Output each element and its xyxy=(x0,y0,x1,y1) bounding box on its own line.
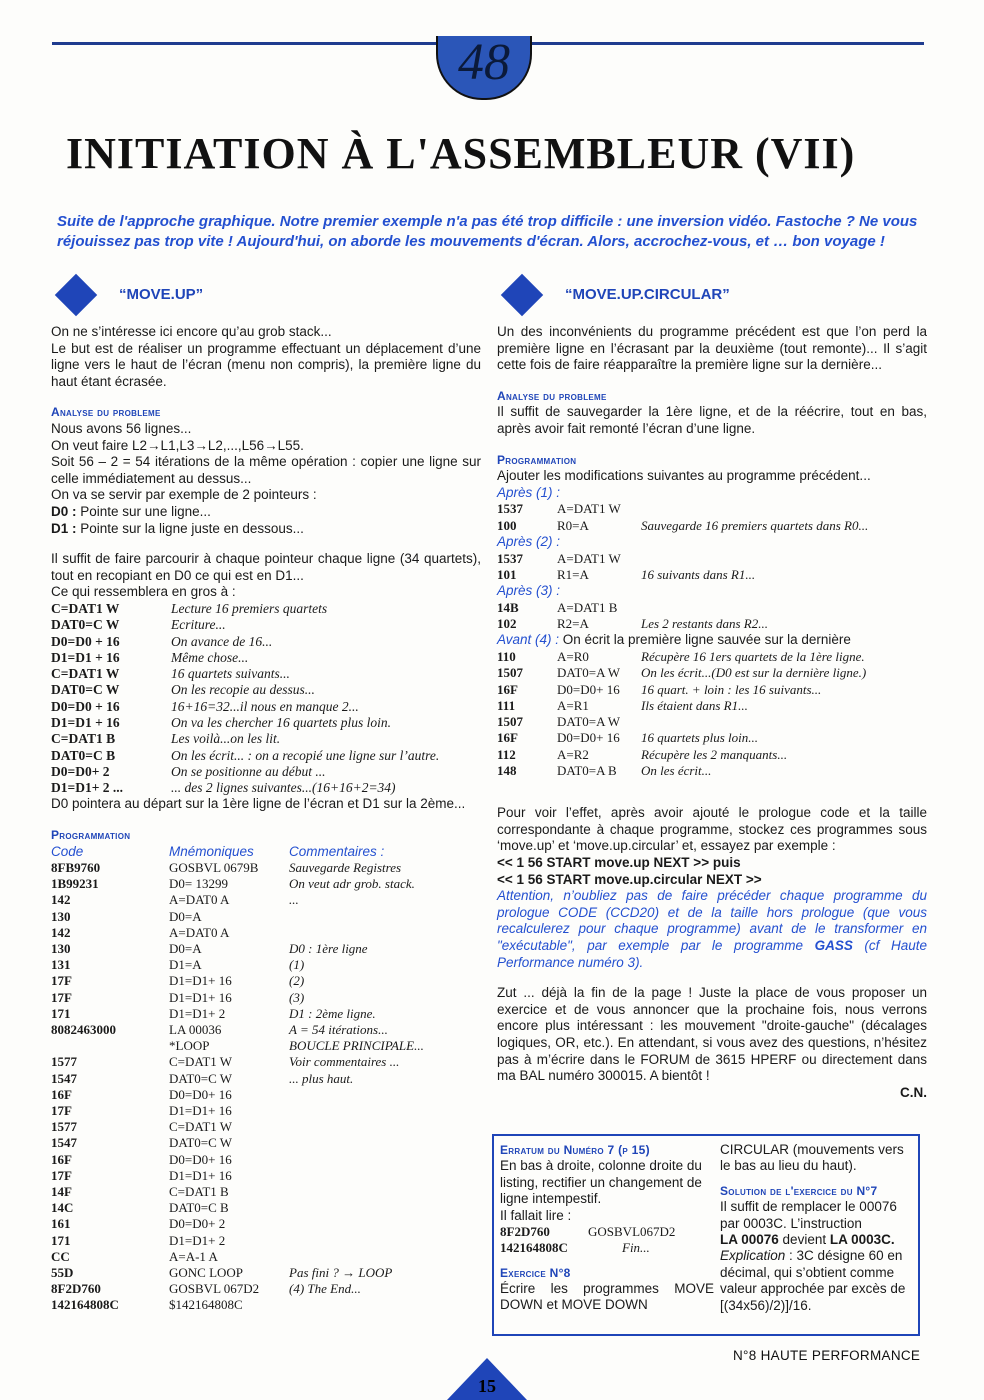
mnemonic-cell: D1=A xyxy=(169,957,202,973)
comment-cell: 16 suivants dans R1... xyxy=(641,566,756,582)
erratum-code xyxy=(500,1224,714,1257)
command-example: << 1 56 START move.up.circular NEXT >> xyxy=(497,871,762,887)
insert-label-before4 xyxy=(497,632,927,649)
subheading: Programmation xyxy=(497,452,577,467)
code-cell: 16F xyxy=(51,1151,72,1167)
table-row xyxy=(497,600,927,616)
pointer-d1 xyxy=(51,521,481,538)
code-cell: 17F xyxy=(51,973,72,989)
table-row xyxy=(497,730,927,746)
code-cell: 17F xyxy=(51,1167,72,1183)
paragraph xyxy=(720,1248,912,1314)
paragraph: On va se servir par exemple de 2 pointeurs : xyxy=(51,487,317,503)
code-cell: 142164808C xyxy=(51,1297,119,1313)
table-row xyxy=(51,1281,481,1297)
mnemonic-cell: R0=A xyxy=(557,517,589,533)
section-header-move-up-circular xyxy=(497,280,927,310)
code-cell xyxy=(51,1038,169,1054)
comment: Lecture 16 premiers quartets xyxy=(171,600,328,616)
instruction: D1=D1+ 2 ... xyxy=(51,780,124,796)
program-name: GASS xyxy=(814,938,853,954)
pseudo-row xyxy=(51,731,481,747)
comment-cell: On les écrit... xyxy=(641,762,712,778)
subheading: Programmation xyxy=(51,828,131,843)
table-row xyxy=(51,1168,481,1184)
attention-note xyxy=(497,888,927,971)
table-row xyxy=(51,1152,481,1168)
paragraph xyxy=(720,1232,912,1248)
code-cell: 1547 xyxy=(51,1135,77,1151)
text: Attention, n’oubliez pas de faire précéder chaque programme du prologue CODE (CCD20) et de la taille hors prologue (que vous recalculerez pour chaque programme) avant de le transformer en "exécutable", par exemple par le programme xyxy=(497,888,927,954)
code-cell: 110 xyxy=(497,648,516,664)
comment-cell: 16 quartets plus loin... xyxy=(641,730,759,746)
mnemonic-cell: DAT0=C W xyxy=(169,1135,233,1151)
table-row xyxy=(51,941,481,957)
table-row xyxy=(51,876,481,892)
code-cell: 171 xyxy=(51,1005,71,1021)
comment: 16+16=32...il nous en manque 2... xyxy=(171,698,359,714)
label: D1 : xyxy=(51,520,77,536)
table-row xyxy=(497,518,927,534)
code-cell: 101 xyxy=(497,566,517,582)
comment-cell: (3) xyxy=(289,989,305,1005)
table-row xyxy=(51,860,481,876)
mnemonic-cell: GOSBVL067D2 xyxy=(588,1224,676,1240)
code-cell: 16F xyxy=(51,1086,72,1102)
paragraph: Soit 56 – 2 = 54 itérations de la même opération : copier une ligne sur celle immédiatement au dessus... xyxy=(51,454,481,486)
comment-cell: Récupère 16 1ers quartets de la 1ère ligne. xyxy=(641,648,865,664)
comment: On se positionne au début ... xyxy=(171,763,326,779)
mnemonic-cell: C=DAT1 B xyxy=(169,1184,229,1200)
mnemonic-cell: D1=D1+ 16 xyxy=(169,1103,232,1118)
erratum-box xyxy=(492,1134,920,1336)
mnemonic-cell: A=DAT1 B xyxy=(557,599,618,615)
table-row xyxy=(51,957,481,973)
paragraph: En bas à droite, colonne droite du listing, rectifier un changement de ligne intempestif. xyxy=(500,1158,702,1207)
table-row xyxy=(497,501,927,517)
table-row xyxy=(497,616,927,632)
instruction: C=DAT1 W xyxy=(51,666,120,682)
comment-cell: Sauvegarde Registres xyxy=(289,859,402,875)
comment: Même chose... xyxy=(171,649,249,665)
insert-label: Après (1) : xyxy=(497,484,561,500)
diamond-icon xyxy=(501,274,543,316)
paragraph: Ce qui ressemblera en gros à : xyxy=(51,584,236,600)
table-row xyxy=(51,1119,481,1135)
table-row xyxy=(51,1297,481,1313)
mnemonic-cell: D0=D0+ 16 xyxy=(557,730,620,746)
code-cell: 111 xyxy=(497,697,516,713)
pseudo-row xyxy=(51,780,481,796)
comment-cell: (4) The End... xyxy=(289,1281,361,1297)
author-signature: C.N. xyxy=(900,1084,927,1100)
code-cell: 131 xyxy=(51,957,71,973)
code-cell: 130 xyxy=(51,908,71,924)
mnemonic-cell: D0=A xyxy=(169,908,202,924)
pseudo-row xyxy=(51,650,481,666)
comment-cell: Sauvegarde 16 premiers quartets dans R0... xyxy=(641,517,869,533)
pseudo-row xyxy=(51,666,481,682)
text: Pointe sur une ligne... xyxy=(76,503,211,519)
text: (cf Haute Performance numéro 3). xyxy=(497,938,928,970)
table-row xyxy=(51,1265,481,1281)
pseudo-row xyxy=(51,601,481,617)
instruction: D1=D1 + 16 xyxy=(51,714,120,730)
table-row xyxy=(51,1071,481,1087)
mnemonic-cell: R1=A xyxy=(557,566,589,582)
table-row xyxy=(497,665,927,681)
table-row xyxy=(51,1200,481,1216)
table-row xyxy=(51,1135,481,1151)
mnemonic-cell: D0=D0+ 16 xyxy=(169,1151,232,1167)
instruction: LA 0003C. xyxy=(829,1232,895,1248)
mnemonic-cell: D1=D1+ 16 xyxy=(169,1167,232,1183)
right-column xyxy=(497,280,927,1101)
section-header-move-up xyxy=(51,280,481,310)
comment-cell: Voir commentaires ... xyxy=(289,1054,400,1070)
code-cell: 8F2D760 xyxy=(51,1281,101,1297)
code-cell: 8FB9760 xyxy=(51,859,101,875)
code-cell: 1507 xyxy=(497,665,523,681)
text: On écrit la première ligne sauvée sur la dernière xyxy=(559,632,851,648)
mnemonic-cell: A=DAT0 A xyxy=(169,924,230,940)
table-row xyxy=(497,747,927,763)
instruction: DAT0=C B xyxy=(51,747,116,763)
code-cell: 161 xyxy=(51,1216,71,1232)
table-row xyxy=(51,990,481,1006)
code-cell: 8082463000 xyxy=(51,1021,116,1037)
label: D0 : xyxy=(51,503,77,519)
comment-cell: Les 2 restants dans R2... xyxy=(641,616,768,632)
code-cell: CC xyxy=(51,1248,70,1264)
table-row xyxy=(51,1184,481,1200)
table-row xyxy=(500,1240,714,1256)
comment-cell: ... plus haut. xyxy=(289,1070,354,1086)
column-header-comments: Commentaires : xyxy=(289,843,385,859)
code-cell: 14F xyxy=(51,1184,72,1200)
table-row xyxy=(51,973,481,989)
code-cell: 148 xyxy=(497,762,517,778)
table-row xyxy=(497,763,927,779)
paragraph: Il suffit de faire parcourir à chaque pointeur chaque ligne (34 quartets), tout en recopiant en D0 ce qui est en D1... xyxy=(51,551,481,583)
table-row xyxy=(51,909,481,925)
mnemonic-cell: DAT0=C B xyxy=(169,1200,229,1216)
solution-title: Solution de l'exercice du N°7 xyxy=(720,1183,878,1198)
code-cell: 100 xyxy=(497,517,517,533)
mnemonic-cell: A=R0 xyxy=(557,648,589,664)
table-row xyxy=(51,1022,481,1038)
code-cell: 171 xyxy=(51,1232,71,1248)
mnemonic-cell: $142164808C xyxy=(169,1297,243,1313)
comment: On avance de 16... xyxy=(171,633,273,649)
table-row xyxy=(51,1038,481,1054)
subheading: Analyse du probleme xyxy=(51,405,161,420)
comment-cell: 16 quart. + loin : les 16 suivants... xyxy=(641,681,822,697)
comment-cell: (1) xyxy=(289,957,305,973)
paragraph: Il suffit de sauvegarder la 1ère ligne, et de la réécrire, tout en bas, après avoir fait remonté l’écran d’une ligne. xyxy=(497,404,927,436)
code-cell: 16F xyxy=(497,681,518,697)
comment-cell: ... xyxy=(289,892,299,908)
code-cell: 17F xyxy=(51,1103,72,1118)
code-cell: 142164808C xyxy=(500,1240,568,1256)
comment: On les écrit... : on a recopié une ligne sur l’autre. xyxy=(171,747,440,763)
table-row xyxy=(497,714,927,730)
mnemonic-cell: D0= 13299 xyxy=(169,876,228,892)
code-cell: 112 xyxy=(497,746,516,762)
paragraph: D0 pointera au départ sur la 1ère ligne de l’écran et D1 sur la 2ème... xyxy=(51,796,466,812)
code-cell: 1577 xyxy=(51,1119,77,1135)
mnemonic-cell: A=R1 xyxy=(557,697,589,713)
mnemonic-cell: A=DAT1 W xyxy=(557,550,621,566)
text: : 3C désigne 60 en décimal, qui s’obtient comme valeur approchée par excès de [(34x56)/2)]/16. xyxy=(720,1248,906,1313)
instruction: D1=D1 + 16 xyxy=(51,649,120,665)
text: Pointe sur la ligne juste en dessous... xyxy=(76,520,304,536)
mnemonic-cell: Fin... xyxy=(622,1240,650,1256)
table-row xyxy=(497,698,927,714)
insert-label: Après (2) : xyxy=(497,533,561,549)
footer-magazine: N°8 HAUTE PERFORMANCE xyxy=(733,1348,921,1363)
mnemonic-cell: GONC LOOP xyxy=(169,1265,244,1281)
code-cell: 1537 xyxy=(497,501,523,517)
erratum-title: Erratum du Numéro 7 (p 15) xyxy=(500,1143,650,1157)
table-row xyxy=(51,1103,481,1119)
pseudo-row xyxy=(51,682,481,698)
intro-paragraph: Suite de l'approche graphique. Notre premier exemple n'a pas été trop difficile : une inversion vidéo. Fastoche ? Ne vous réjouissez pas trop vite ! Aujourd'hui, on aborde les mouvements d'écran. Alors, accrochez-vous, et … bon voyage ! xyxy=(57,213,918,250)
pseudo-row xyxy=(51,748,481,764)
mnemonic-cell: D1=D1+ 16 xyxy=(169,973,232,989)
pseudocode-block xyxy=(51,601,481,797)
comment-cell: On veut adr grob. stack. xyxy=(289,876,415,892)
box-left xyxy=(500,1142,720,1328)
paragraph: Un des inconvénients du programme précédent est que l’on perd la première ligne en l’écrasant par la deuxième (tout remonte)... Il s’agit cette fois de faire réapparaître la première ligne sur la dernière... xyxy=(497,324,927,373)
table-row xyxy=(51,1087,481,1103)
paragraph: Zut ... déjà la fin de la page ! Juste la place de vous proposer un exercice et de vous annoncer que la prochaine fois, nous verrons encore plus intéressant : les mouvement "droite-gauche" (décalages logiques, OR, etc.). En attendant, si vous avez des questions, n’hésitez pas à m’écrire dans le FORUM de 3615 HPERF ou directement dans ma BAL numéro 300015. A bientôt ! xyxy=(497,985,927,1084)
table-row xyxy=(51,1233,481,1249)
table-row xyxy=(51,1216,481,1232)
table-row xyxy=(51,892,481,908)
insert-label: Après (3) : xyxy=(497,583,561,599)
mnemonic-cell: D1=D1+ 2 xyxy=(169,1005,226,1021)
code-cell: 1537 xyxy=(497,550,523,566)
table-row xyxy=(497,551,927,567)
comment-cell: D0 : 1ère ligne xyxy=(289,940,368,956)
paragraph: Il suffit de remplacer le 00076 par 0003C. L’instruction xyxy=(720,1199,897,1231)
mnemonic-cell: DAT0=A B xyxy=(557,762,617,778)
code-cell: 8F2D760 xyxy=(500,1224,550,1240)
code-cell: 102 xyxy=(497,616,517,632)
table-row xyxy=(51,1006,481,1022)
instruction: D0=D0 + 16 xyxy=(51,633,120,649)
mnemonic-cell: GOSBVL 0679B xyxy=(169,859,259,875)
pseudo-row xyxy=(51,764,481,780)
comment-cell: A = 54 itérations... xyxy=(289,1021,388,1037)
paragraph: Écrire les programmes MOVE DOWN et MOVE DOWN xyxy=(500,1281,714,1313)
code-group xyxy=(497,600,927,633)
mnemonic-cell: D1=D1+ 2 xyxy=(169,1232,226,1248)
mnemonic-cell: A=DAT1 W xyxy=(557,501,621,517)
code-cell: 1547 xyxy=(51,1070,77,1086)
comment-cell: BOUCLE PRINCIPALE... xyxy=(289,1038,424,1054)
paragraph: On veut faire L2→L1,L3→L2,...,L56→L55. xyxy=(51,437,304,453)
badge-number: 48 xyxy=(458,34,510,91)
mnemonic-cell: DAT0=C W xyxy=(169,1070,233,1086)
command-example: << 1 56 START move.up NEXT >> puis xyxy=(497,855,741,871)
mnemonic-cell: R2=A xyxy=(557,616,589,632)
mnemonic-cell: D0=D0+ 16 xyxy=(169,1086,232,1102)
paragraph: CIRCULAR (mouvements vers le bas au lieu du haut). xyxy=(720,1142,904,1174)
table-row xyxy=(51,1249,481,1265)
code-cell: 142 xyxy=(51,924,71,940)
column-header-mnemonics: Mnémoniques xyxy=(169,843,254,859)
code-group xyxy=(497,649,927,779)
mnemonic-cell: D0=A xyxy=(169,940,202,956)
comment-cell: Récupère les 2 manquants... xyxy=(641,746,788,762)
comment: Les voilà...on les lit. xyxy=(171,731,281,747)
paragraph: Le but est de réaliser un programme effectuant un déplacement d’une ligne vers le haut de l’écran (menu non compris), la première ligne du haut étant écrasée. xyxy=(51,340,481,389)
instruction: DAT0=C W xyxy=(51,617,120,633)
instruction: C=DAT1 W xyxy=(51,600,120,616)
comment: ... des 2 lignes suivantes...(16+16+2=34) xyxy=(171,780,396,796)
paragraph: Nous avons 56 lignes... xyxy=(51,420,192,436)
instruction: C=DAT1 B xyxy=(51,731,116,747)
code-cell: 17F xyxy=(51,989,72,1005)
code-cell: 55D xyxy=(51,1265,74,1281)
code-cell: 14C xyxy=(51,1200,74,1216)
mnemonic-cell: D0=D0+ 2 xyxy=(169,1216,226,1232)
table-row xyxy=(497,567,927,583)
comment: Ecriture... xyxy=(171,617,226,633)
pointer-d0 xyxy=(51,504,481,521)
paragraph: Ajouter les modifications suivantes au programme précédent... xyxy=(497,468,871,484)
comment-cell: (2) xyxy=(289,973,305,989)
code-cell: 142 xyxy=(51,892,71,908)
instruction: LA 00076 xyxy=(720,1232,779,1248)
code-cell: 1B99231 xyxy=(51,876,99,892)
mnemonic-cell: DAT0=A W xyxy=(557,714,621,730)
code-cell: 14B xyxy=(497,599,519,615)
table-row xyxy=(497,649,927,665)
mnemonic-cell: C=DAT1 W xyxy=(169,1054,233,1070)
mnemonic-cell: D0=D0+ 16 xyxy=(557,681,620,697)
mnemonic-cell: D1=D1+ 16 xyxy=(169,989,232,1005)
article-number-badge xyxy=(436,36,532,100)
pseudo-row xyxy=(51,715,481,731)
label: Explication xyxy=(720,1248,786,1264)
page-number: 15 xyxy=(478,1376,496,1396)
article-title: INITIATION À L'ASSEMBLEUR (VII) xyxy=(66,129,856,178)
code-cell: 1577 xyxy=(51,1054,77,1070)
comment: 16 quartets suivants... xyxy=(171,666,290,682)
exercise-title: Exercice N°8 xyxy=(500,1265,571,1280)
section-title: “MOVE.UP.CIRCULAR” xyxy=(565,285,730,303)
code-listing xyxy=(51,860,481,1314)
table-row xyxy=(51,1054,481,1070)
pseudo-row xyxy=(51,699,481,715)
paragraph: Pour voir l’effet, après avoir ajouté le prologue code et la taille correspondante à chaque programme, stockez ces programmes sous ‘move.up’ et ‘move.up.circular’ et, essayez par exemple : xyxy=(497,805,927,854)
code-cell: 130 xyxy=(51,940,71,956)
subheading: Analyse du probleme xyxy=(497,388,607,403)
diamond-icon xyxy=(55,274,97,316)
instruction: D0=D0 + 16 xyxy=(51,698,120,714)
mnemonic-cell: *LOOP xyxy=(169,1038,210,1054)
section-title: “MOVE.UP” xyxy=(119,285,204,303)
label: Avant (4) : xyxy=(497,632,560,648)
comment: On les recopie au dessus... xyxy=(171,682,315,698)
instruction: D0=D0+ 2 xyxy=(51,763,110,779)
pseudo-row xyxy=(51,634,481,650)
comment: On va les chercher 16 quartets plus loin. xyxy=(171,714,391,730)
mnemonic-cell: A=R2 xyxy=(557,746,589,762)
comment-cell: On les écrit...(D0 est sur la dernière ligne.) xyxy=(641,665,867,681)
mnemonic-cell: DAT0=A W xyxy=(557,665,621,681)
box-right xyxy=(720,1142,912,1328)
text: devient xyxy=(778,1232,830,1248)
paragraph: On ne s’intéresse ici encore qu’au grob stack... xyxy=(51,324,332,339)
code-group xyxy=(497,551,927,584)
mnemonic-cell: A=DAT0 A xyxy=(169,892,230,908)
table-row xyxy=(51,925,481,941)
code-cell: 16F xyxy=(497,730,518,746)
code-group xyxy=(497,501,927,534)
mnemonic-cell: A=A-1 A xyxy=(169,1248,218,1264)
mnemonic-cell: C=DAT1 W xyxy=(169,1119,233,1135)
table-row xyxy=(497,682,927,698)
code-cell: 1507 xyxy=(497,714,523,730)
comment-cell: Ils étaient dans R1... xyxy=(641,697,748,713)
comment-cell: Pas fini ? → LOOP xyxy=(289,1265,393,1281)
column-header-code: Code xyxy=(51,843,84,859)
mnemonic-cell: LA 00036 xyxy=(169,1021,222,1037)
pseudo-row xyxy=(51,617,481,633)
paragraph: Il fallait lire : xyxy=(500,1207,572,1223)
left-column xyxy=(51,280,481,1314)
table-row xyxy=(500,1224,714,1240)
instruction: DAT0=C W xyxy=(51,682,120,698)
comment-cell: D1 : 2ème ligne. xyxy=(289,1005,376,1021)
listing-header xyxy=(51,844,481,860)
mnemonic-cell: GOSBVL 067D2 xyxy=(169,1281,260,1297)
